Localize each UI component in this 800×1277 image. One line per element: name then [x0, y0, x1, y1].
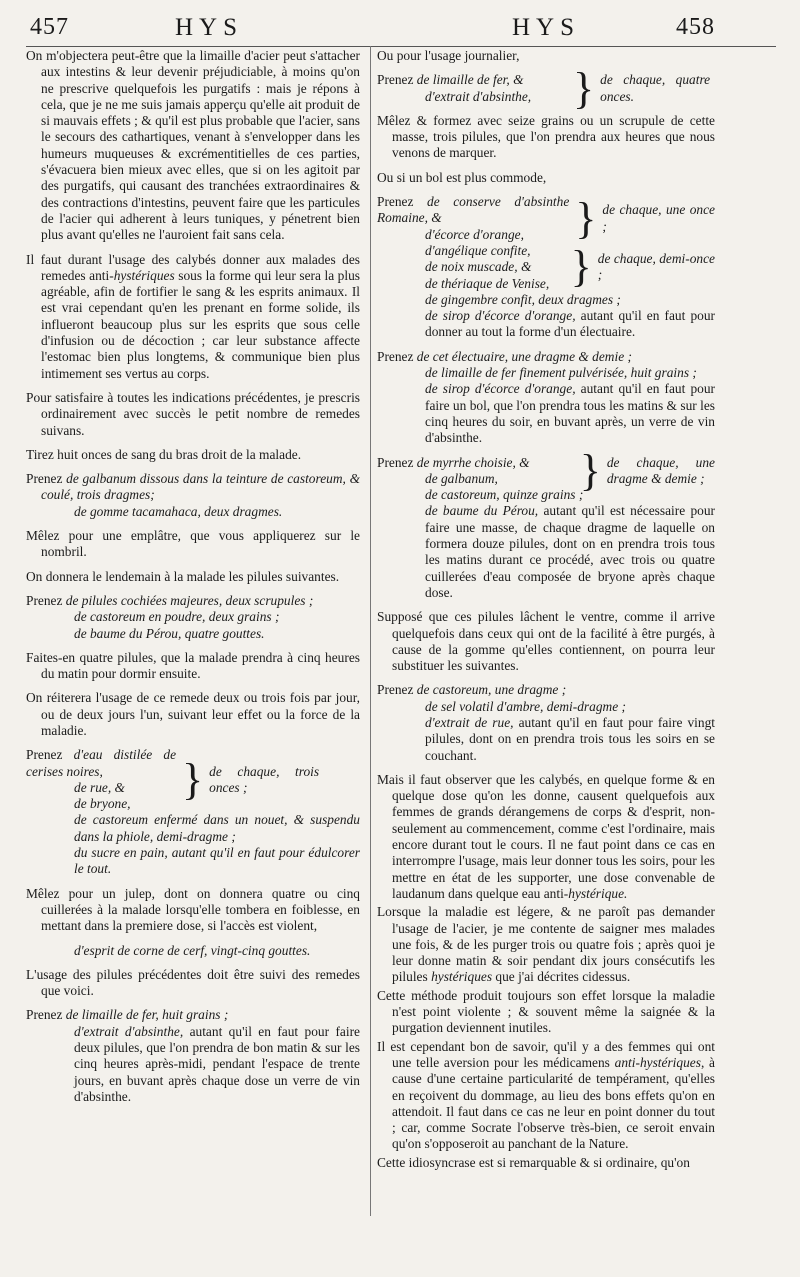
paragraph: L'usage des pilules précédentes doit être suivi des remedes que voici.: [26, 966, 360, 999]
paragraph: Mais il faut observer que les calybés, en quelque forme & en quelque dose qu'on les donne, causent quelquefois aux femmes de grands dérangemens de corps & d'esprit, non-seulement au commencement, comme c'est l'ordinaire, mais encore durant tout le cours. Il ne faut point dans ce cas en interrompre l'usage, mais leur donner tous les soirs, pour les mettre en état de les supporter, une dose convenable de laudanum dans quelque eau anti-hystérique.: [377, 771, 715, 901]
paragraph: Supposé que ces pilules lâchent le ventre, comme il arrive quelquefois dans ceux qui ont de la facilité à être purgés, à cause de la gomme qu'elles contiennent, on pourra leur substituer les suivantes.: [377, 609, 715, 674]
recipe-bol: Prenez de conserve d'absinthe Romaine, & d'écorce d'orange, } de chaque, une once ; d'angélique confite, de noix muscade, & de thériaque de Venise, } de chaque, demi-once ; de gingembre confit, deux dragmes ; de sirop d'écorce d'orange, autant qu'il en faut pour donner au tout la forme d'un électuaire.: [377, 193, 715, 340]
recipe-limaille: Prenez de limaille de fer, huit grains ; d'extrait d'absinthe, autant qu'il en faut pour faire deux pilules, que l'on prendra de bon matin & sur les cinq heures après-midi, pendant l'espace de trente jours, en buvant après chaque dose un verre de vin d'absinthe.: [26, 1007, 360, 1104]
paragraph: Cette méthode produit toujours son effet lorsque la maladie n'est point violente ; & souvent même la saignée & la purgation deviennent inutiles.: [377, 987, 715, 1036]
running-head-right: HYS: [512, 14, 581, 41]
paragraph: On donnera le lendemain à la malade les pilules suivantes.: [26, 568, 340, 584]
paragraph: Ou pour l'usage journalier,: [377, 48, 520, 63]
recipe-pilules-cochiees: Prenez de pilules cochiées majeures, deux scrupules ; de castoreum en poudre, deux grains ; de baume du Pérou, quatre gouttes.: [26, 592, 314, 641]
paragraph: Il est cependant bon de savoir, qu'il y a des femmes qui ont une telle aversion pour les médicamens anti-hystériques, à cause d'une certaine particularité de tempérament, qu'elles en reçoivent du dommage, au lieu des bons effets qu'on en attendoit. Il faut dans ce cas ne leur en point donner du tout ; car, comme Socrate l'observe très-bien, ce seroit envain qu'on s'opposeroit au panchant de la Nature.: [377, 1038, 715, 1152]
brace-symbol: }: [579, 445, 601, 495]
brace-symbol: }: [182, 754, 204, 804]
recipe-galbanum: Prenez de galbanum dissous dans la teinture de castoreum, & coulé, trois dragmes; de gomme tacamahaca, deux dragmes.: [26, 471, 360, 519]
brace-symbol: }: [570, 242, 592, 292]
paragraph: d'esprit de corne de cerf, vingt-cinq gouttes.: [74, 942, 311, 958]
paragraph: Pour satisfaire à toutes les indications précédentes, je prescris ordinairement avec succès le petit nombre de remedes suivans.: [26, 389, 360, 438]
recipe-julep: Prenez d'eau distilée de cerises noires, de rue, & de bryone, } de chaque, trois onces ; de castoreum enfermé dans un nouet, & suspendu dans la phiole, demi-dragme ; du sucre en pain, autant qu'il en faut pour édulcorer le tout.: [26, 747, 360, 877]
left-column: [26, 48, 360, 1105]
column-divider: [370, 46, 371, 1216]
recipe-myrrhe: Prenez de myrrhe choisie, & de galbanum, } de chaque, une dragme & demie ; de castoreum, quinze grains ; de baume du Pérou, autant qu'il est nécessaire pour faire une masse, de chaque dragme de laquelle on formera douze pilules, dont on en prendra trois tous les matins durant ce procédé, avec trois ou quatre cuillerées d'eau composée de bryone après chaque dose.: [377, 445, 715, 600]
running-head-left: HYS: [175, 14, 244, 41]
paragraph: Cette idiosyncrase est si remarquable & si ordinaire, qu'on: [377, 1154, 690, 1170]
recipe-journalier: Prenez de limaille de fer, & d'extrait d'absinthe, } de chaque, quatre onces.: [377, 63, 711, 113]
paragraph: On m'objectera peut-être que la limaille d'acier peut s'attacher aux intestins & leur devenir préjudiciable, à moins qu'on ne prescrive quelquefois les purgatifs : mais je répons à cela, que je ne me suis jamais apperçu qu'elle ait produit de si mauvais effets ; & qu'il est plus probable que l'acier, sans le secours des cathartiques, venant à s'envelopper dans les humeurs muqueuses & excrémentitielles de ces parties, s'évacuera bien mieux avec elles, que si on les agitoit par des purgatifs, qui causant des tranchées extraordinaires & des contractions d'intestins, peuvent faire que les particules de l'acier qui adherent à leurs tuniques, y pénetrent bien plus avant qu'elles ne l'auroient fait sans cela.: [26, 48, 360, 243]
paragraph: Tirez huit onces de sang du bras droit de la malade.: [26, 446, 302, 462]
paragraph: Ou si un bol est plus commode,: [377, 169, 547, 185]
paragraph: Mêlez pour un julep, dont on donnera quatre ou cinq cuillerées à la malade lorsqu'elle tombera en foiblesse, en mettant dans la premiere dose, si l'accès est violent,: [26, 885, 360, 934]
recipe-electuaire: Prenez de cet électuaire, une dragme & demie ; de limaille de fer finement pulvérisée, huit grains ; de sirop d'écorce d'orange, autant qu'il en faut pour faire un bol, que l'on prendra tous les matins & sur les cinq heures du soir, en buvant après, un verre de vin d'absinthe.: [377, 348, 715, 446]
brace-symbol: }: [575, 193, 597, 243]
paragraph: On réiterera l'usage de ce remede deux ou trois fois par jour, ou de deux jours l'un, suivant leur effet ou la force de la maladie.: [26, 690, 360, 738]
paragraph: Mêlez pour une emplâtre, que vous appliquerez sur le nombril.: [26, 528, 360, 560]
header-rule: [26, 46, 776, 47]
paragraph: Faites-en quatre pilules, que la malade prendra à cinq heures du matin pour dormir ensuite.: [26, 649, 360, 682]
page-number-left: 457: [30, 14, 69, 40]
page-number-right: 458: [676, 14, 715, 40]
paragraph: Mêlez & formez avec seize grains ou un scrupule de cette masse, trois pilules, que l'on prendra aux heures que nous venons de marquer.: [377, 112, 715, 161]
paragraph: Il faut durant l'usage des calybés donner aux malades des remedes anti-hystériques sous la forme qui leur sera la plus agréable, afin de fortifier le sang & les esprits animaux. Il est vrai cependant qu'en les prenant en forme solide, ils influeront beaucoup plus sur les esprits que sous celle d'infusion ou de décoction ; car leur substance affecte l'estomac bien plus longtems, & communique bien plus intimement ses vertus au corps.: [26, 251, 361, 381]
brace-symbol: }: [573, 63, 595, 113]
paragraph: Lorsque la maladie est légere, & ne paroît pas demander l'usage de l'acier, je me contente de saigner mes malades une fois, & de les purger trois ou quatre fois ; après quoi je leur donne matin & soir pendant dix jours consécutifs les pilules hystériques que j'ai décrites cidessus.: [377, 904, 715, 985]
right-column: [377, 48, 715, 1179]
recipe-castoreum: Prenez de castoreum, une dragme ; de sel volatil d'ambre, demi-dragme ; d'extrait de rue, autant qu'il en faut pour faire vingt pilules, dont on en prendra trois tous les soirs en se couchant.: [377, 682, 716, 763]
